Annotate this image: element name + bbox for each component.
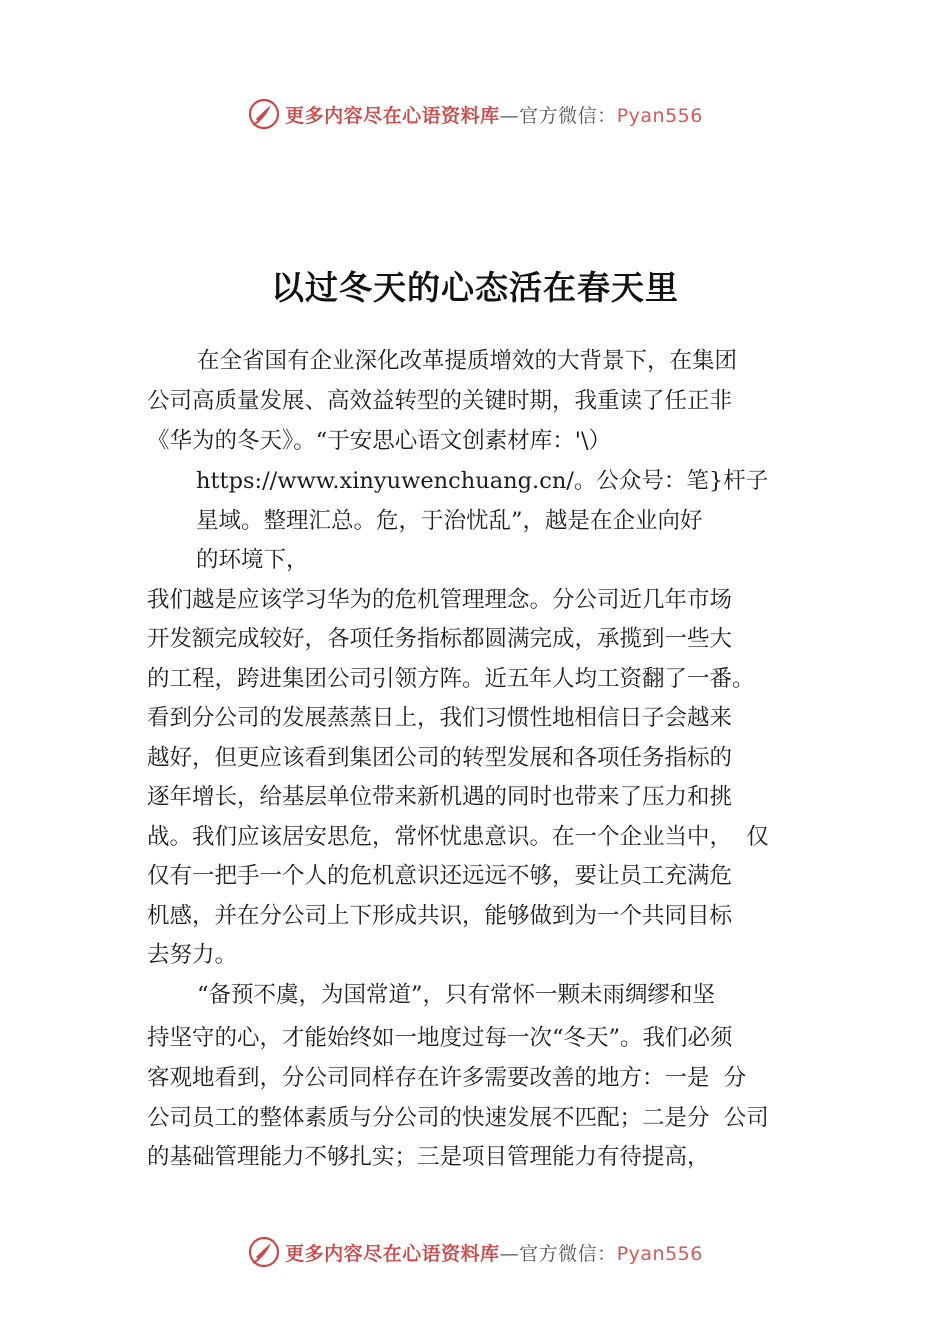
document-title: 以过冬天的心态活在春天里 [271, 268, 679, 307]
body-line: 的基础管理能力不够扎实；三是项目管理能力有待提高， [147, 1144, 710, 1170]
body-line: “备预不虞，为国常道”，只有常怀一颗未雨绸缪和坚 [197, 982, 716, 1008]
body-line: 我们越是应该学习华为的危机管理理念。分公司近几年市场 [147, 587, 733, 613]
body-line: 仅有一把手一个人的危机意识还远远不够，要让员工充满危 [147, 863, 733, 889]
body-line: 公司高质量发展、高效益转型的关键时期，我重读了任正非 [147, 388, 733, 414]
body-line: 的工程，跨进集团公司引领方阵。近五年人均工资翻了一番。 [147, 666, 755, 692]
body-line: 机感，并在分公司上下形成共识，能够做到为一个共同目标 [147, 903, 733, 929]
body-line: 战。我们应该居安思危，常怀忧患意识。在一个企业当中， 仅 [147, 824, 769, 850]
banner-account: Pyan556 [616, 104, 703, 127]
banner-text [285, 1239, 703, 1266]
footer-banner [0, 1232, 950, 1272]
body-line: 的环境下， [196, 547, 309, 573]
banner-promo: 更多内容尽在心语资料库 [285, 1242, 500, 1265]
body-line: 客观地看到，分公司同样存在许多需要改善的地方：一是 分 [147, 1065, 747, 1091]
body-line: 去努力。 [147, 942, 238, 968]
pen-logo-icon [247, 97, 281, 131]
body-line: 持坚守的心，才能始终如一地度过每一次“冬天”。我们必须 [147, 1025, 733, 1051]
body-line: 《华为的冬天》。“于安思心语文创素材库：'\） [147, 428, 612, 454]
banner-promo: 更多内容尽在心语资料库 [285, 104, 500, 127]
body-line: 公司员工的整体素质与分公司的快速发展不匹配；二是分 公司 [147, 1105, 769, 1131]
banner-account: Pyan556 [616, 1242, 703, 1265]
body-line: 逐年增长，给基层单位带来新机遇的同时也带来了压力和挑 [147, 784, 733, 810]
body-line: 越好，但更应该看到集团公司的转型发展和各项任务指标的 [147, 745, 733, 771]
banner-text [285, 101, 703, 128]
body-line: https://www.xinyuwenchuang.cn/。公众号：笔}杆子 [196, 468, 769, 494]
body-line: 看到分公司的发展蒸蒸日上，我们习惯性地相信日子会越来 [147, 705, 733, 731]
header-banner [0, 94, 950, 134]
banner-wechat-label: —官方微信： [499, 1242, 617, 1265]
body-line: 开发额完成较好，各项任务指标都圆满完成，承揽到一些大 [147, 626, 733, 652]
body-line: 在全省国有企业深化改革提质增效的大背景下，在集团 [197, 348, 738, 374]
pen-logo-icon [247, 1235, 281, 1269]
body-line: 星域。整理汇总。危，于治忧乱”，越是在企业向好 [196, 508, 703, 534]
banner-wechat-label: —官方微信： [499, 104, 617, 127]
